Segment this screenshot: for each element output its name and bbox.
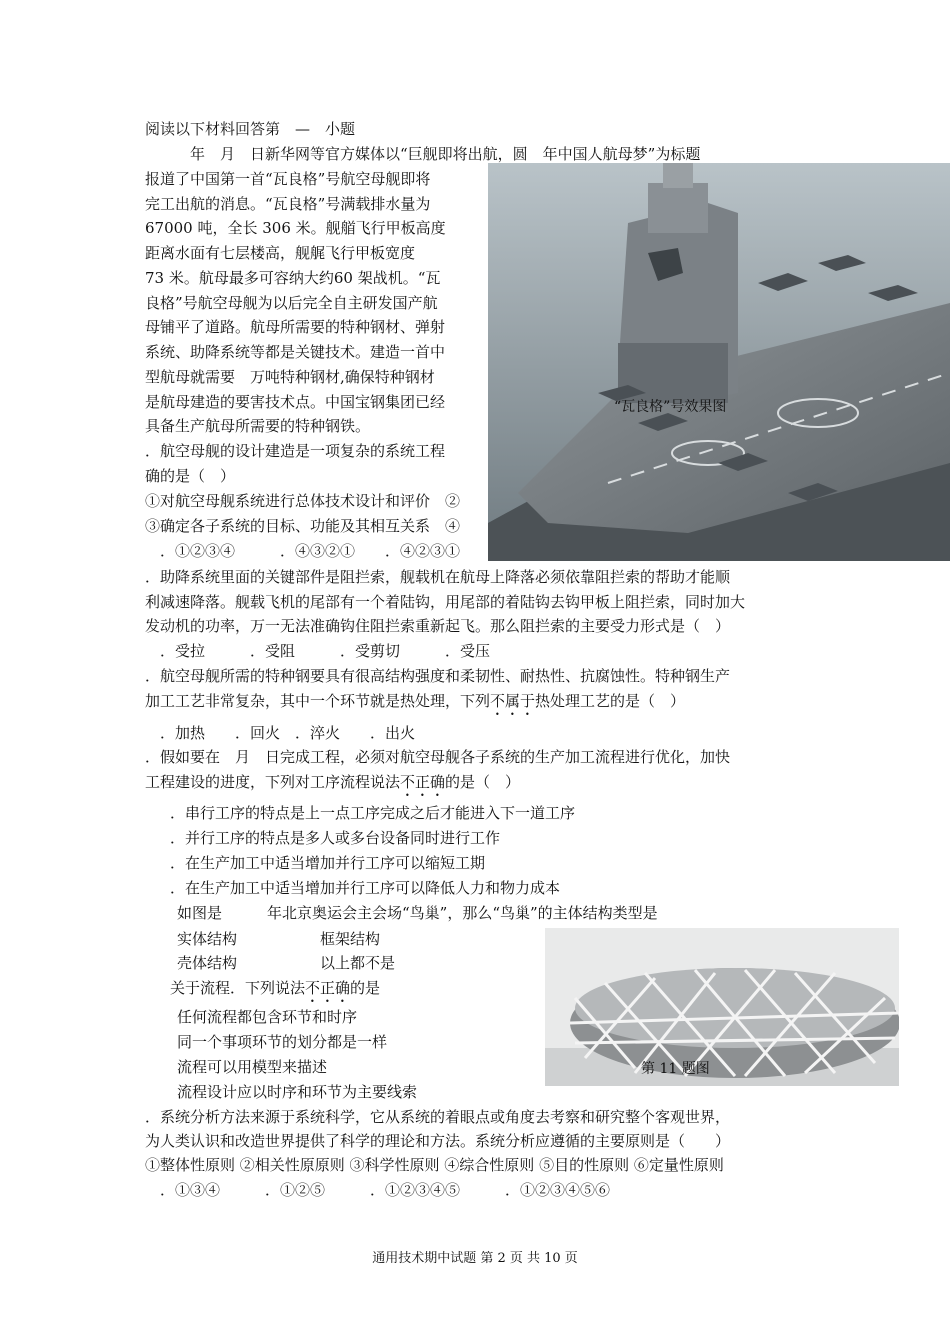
q2-answers: ．受拉 ．受阻 ．受剪切 ．受压 bbox=[160, 642, 491, 660]
intro-line-8: 母铺平了道路。航母所需要的特种钢材、弹射 bbox=[145, 318, 446, 336]
q5-option-a: 实体结构 bbox=[177, 930, 238, 948]
q2-line-2: 利减速降落。舰载飞机的尾部有一个着陆钩，用尾部的着陆钩去钩甲板上阻拦索，同时加大 bbox=[145, 593, 746, 611]
aircraft-carrier-picture bbox=[488, 163, 950, 561]
page-footer: 通用技术期中试题 第 2 页 共 10 页 bbox=[372, 1251, 578, 1266]
intro-line-2: 报道了中国第一首“瓦良格”号航空母舰即将 bbox=[145, 170, 431, 188]
intro-line-6: 73 米。航母最多可容纳大约60 架战机。“瓦 bbox=[145, 269, 441, 287]
q4-line-2c: 的是（ ） bbox=[445, 773, 521, 791]
q1-stem-2: 确的是（ ） bbox=[145, 467, 236, 485]
q6-option-c: 流程可以用模型来描述 bbox=[177, 1058, 328, 1076]
carrier-image bbox=[488, 163, 950, 561]
q5-option-d: 以上都不是 bbox=[320, 954, 396, 972]
q2-line-3: 发动机的功率，万一无法准确钩住阻拦索重新起飞。那么阻拦索的主要受力形式是（ ） bbox=[145, 617, 731, 635]
q3-line-2c: 热处理工艺的是（ ） bbox=[535, 692, 686, 710]
q5-option-b: 框架结构 bbox=[320, 930, 381, 948]
section-header: 阅读以下材料回答第 — 小题 bbox=[145, 120, 356, 138]
q4-option-c: ．在生产加工中适当增加并行工序可以缩短工期 bbox=[170, 854, 486, 872]
nest-caption: 第 11 题图 bbox=[641, 1061, 710, 1077]
intro-line-10: 型航母就需要 万吨特种钢材,确保特种钢材 bbox=[145, 368, 435, 386]
intro-line-4: 67000 吨，全长 306 米。舰艏飞行甲板高度 bbox=[145, 219, 446, 237]
intro-line-5: 距离水面有七层楼高，舰艉飞行甲板宽度 bbox=[145, 244, 416, 262]
q1-answers: ．①②③④ ．④③②① ．④②③① bbox=[160, 542, 461, 560]
intro-line-9: 系统、助降系统等都是关键技术。建造一首中 bbox=[145, 343, 446, 361]
birds-nest-picture bbox=[545, 928, 899, 1086]
q6-option-a: 任何流程都包含环节和时序 bbox=[177, 1008, 358, 1026]
q7-line-1: ．系统分析方法来源于系统科学，它从系统的着眼点或角度去考察和研究整个客观世界， bbox=[145, 1108, 731, 1126]
q7-answers: ．①③④ ．①②⑤ ．①②③④⑤ ．①②③④⑤⑥ bbox=[160, 1181, 611, 1199]
q2-line-1: ．助降系统里面的关键部件是阻拦索，舰载机在航母上降落必须依靠阻拦索的帮助才能顺 bbox=[145, 568, 731, 586]
q4-line-2 bbox=[145, 771, 520, 800]
q1-option-a: ①对航空母舰系统进行总体技术设计和评价 ② bbox=[145, 492, 461, 510]
q4-option-b: ．并行工序的特点是多人或多台设备同时进行工作 bbox=[170, 829, 501, 847]
q6-option-b: 同一个事项环节的划分都是一样 bbox=[177, 1033, 388, 1051]
q4-option-a: ．串行工序的特点是上一点工序完成之后才能进入下一道工序 bbox=[170, 804, 576, 822]
q3-line-2a: 加工工艺非常复杂，其中一个环节就是热处理，下列 bbox=[145, 692, 491, 710]
q6-stem-c: 的是 bbox=[350, 979, 381, 997]
q7-line-2: 为人类认识和改造世界提供了科学的理论和方法。系统分析应遵循的主要原则是（ ） bbox=[145, 1132, 731, 1150]
q4-emphasis: 不正确 bbox=[400, 773, 446, 791]
q1-option-b: ③确定各子系统的目标、功能及其相互关系 ④ bbox=[145, 517, 461, 535]
q4-line-1: ．假如要在 月 日完成工程，必须对航空母舰各子系统的生产加工流程进行优化，加快 bbox=[145, 748, 731, 766]
q6-stem bbox=[170, 977, 380, 1006]
q3-line-1: ．航空母舰所需的特种钢要具有很高结构强度和柔韧性、耐热性、抗腐蚀性。特种钢生产 bbox=[145, 667, 731, 685]
q4-line-2a: 工程建设的进度，下列对工序流程说法 bbox=[145, 773, 401, 791]
q7-line-3: ①整体性原则 ②相关性原原则 ③科学性原则 ④综合性原则 ⑤目的性原则 ⑥定量性原则 bbox=[145, 1156, 724, 1174]
intro-line-7: 良格”号航空母舰为以后完全自主研发国产航 bbox=[145, 294, 438, 312]
q3-emphasis: 不属于 bbox=[490, 692, 536, 710]
q5-option-c: 壳体结构 bbox=[177, 954, 238, 972]
q3-answers: ．加热 ．回火 ．淬火 ．出火 bbox=[160, 724, 416, 742]
intro-line-11: 是航母建造的要害技术点。中国宝钢集团已经 bbox=[145, 393, 446, 411]
q1-stem-1: ．航空母舰的设计建造是一项复杂的系统工程 bbox=[145, 442, 446, 460]
q4-option-d: ．在生产加工中适当增加并行工序可以降低人力和物力成本 bbox=[170, 879, 561, 897]
q3-line-2 bbox=[145, 690, 685, 719]
q6-stem-a: 关于流程．下列说法 bbox=[170, 979, 306, 997]
intro-line-3: 完工出航的消息。“瓦良格”号满载排水量为 bbox=[145, 195, 431, 213]
q6-emphasis: 不正确 bbox=[305, 979, 351, 997]
birds-nest-image bbox=[545, 928, 899, 1086]
q5-stem: 如图是 年北京奥运会主会场“鸟巢”，那么“鸟巢”的主体结构类型是 bbox=[177, 904, 658, 922]
q6-option-d: 流程设计应以时序和环节为主要线索 bbox=[177, 1083, 418, 1101]
carrier-caption: “瓦良格”号效果图 bbox=[614, 399, 727, 415]
intro-line-12: 具备生产航母所需要的特种钢铁。 bbox=[145, 417, 371, 435]
intro-line-1: 年 月 日新华网等官方媒体以“巨舰即将出航，圆 年中国人航母梦”为标题 bbox=[145, 145, 701, 163]
